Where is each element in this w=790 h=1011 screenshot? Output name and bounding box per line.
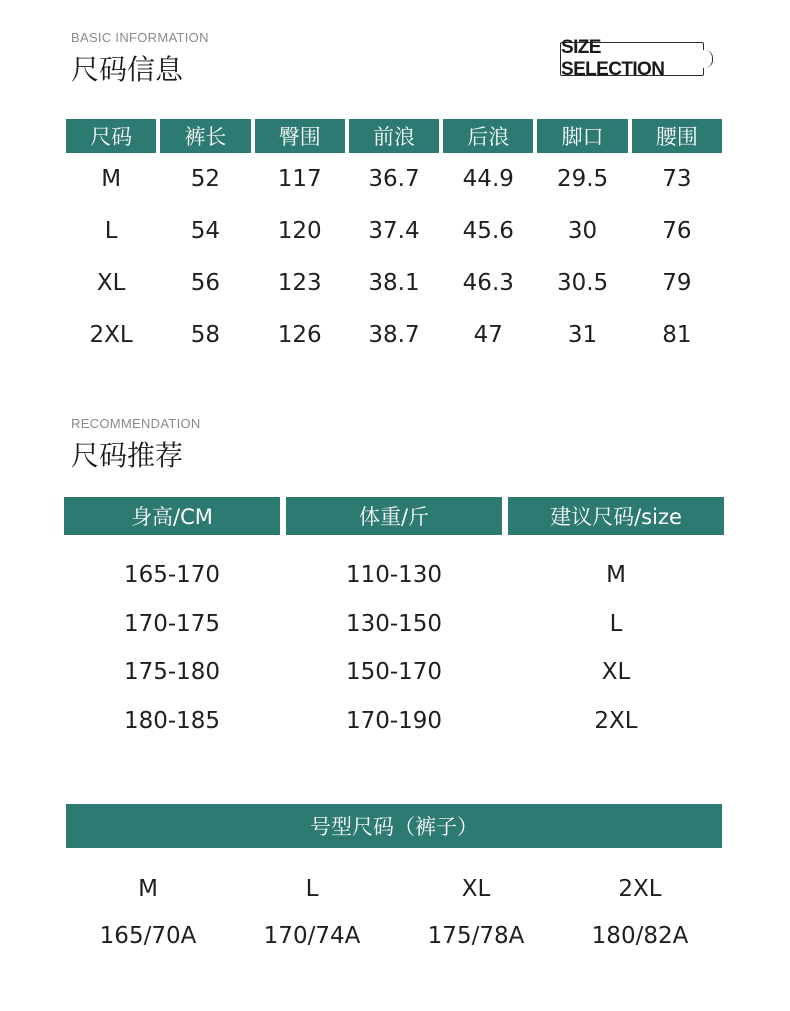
table-cell: M xyxy=(138,875,158,902)
table-cell: L xyxy=(104,218,118,244)
table-row xyxy=(64,600,724,649)
table-cell: 123 xyxy=(277,270,322,296)
size-selection-badge: SIZE SELECTION xyxy=(560,42,704,76)
table-row xyxy=(66,257,722,309)
table-cell: 30 xyxy=(567,218,598,244)
table-cell: 47 xyxy=(473,322,503,348)
table-cell: 79 xyxy=(662,270,692,296)
table-cell: 46.3 xyxy=(462,270,514,296)
table-cell: 81 xyxy=(662,322,692,348)
table-cell: 76 xyxy=(662,218,692,244)
table-cell: 150-170 xyxy=(345,659,443,686)
size-info-header-row xyxy=(66,119,722,153)
table-cell: 44.9 xyxy=(462,166,514,192)
table-cell: XL xyxy=(96,270,126,296)
table-cell: 73 xyxy=(662,166,692,192)
table-cell: 56 xyxy=(190,270,221,296)
size-info-header: 尺码 xyxy=(66,119,156,153)
table-row xyxy=(64,648,724,697)
table-cell: 2XL xyxy=(594,707,638,734)
model-size-table xyxy=(66,804,722,959)
table-cell: 175/78A xyxy=(427,922,525,949)
table-cell: L xyxy=(609,610,623,637)
table-cell: 180/82A xyxy=(591,922,689,949)
recommendation-header: 体重/斤 xyxy=(286,497,502,535)
table-row xyxy=(66,309,722,361)
table-row xyxy=(66,153,722,205)
table-cell: 29.5 xyxy=(556,166,609,192)
model-size-title: 号型尺码（裤子） xyxy=(66,804,722,848)
recommendation-en-title: RECOMMENDATION xyxy=(71,416,201,431)
size-info-table xyxy=(66,119,722,361)
table-cell: 52 xyxy=(190,166,221,192)
size-info-header: 腰围 xyxy=(632,119,722,153)
table-cell: 2XL xyxy=(89,322,133,348)
size-info-header: 脚口 xyxy=(537,119,627,153)
recommendation-header: 建议尺码/size xyxy=(508,497,724,535)
table-cell: 37.4 xyxy=(368,218,420,244)
table-cell: 126 xyxy=(277,322,322,348)
recommendation-header: 身高/CM xyxy=(64,497,280,535)
table-cell: 30.5 xyxy=(556,270,609,296)
table-cell: M xyxy=(606,562,626,589)
table-cell: 38.7 xyxy=(368,322,420,348)
table-cell: 36.7 xyxy=(368,166,420,192)
table-cell: 180-185 xyxy=(123,707,221,734)
basic-info-en-title: BASIC INFORMATION xyxy=(71,30,209,45)
table-row xyxy=(64,697,724,746)
model-size-row xyxy=(66,865,722,912)
table-cell: 170-175 xyxy=(123,610,221,637)
model-code-row xyxy=(66,912,722,959)
table-cell: 31 xyxy=(567,322,598,348)
size-info-header: 裤长 xyxy=(160,119,250,153)
table-cell: 38.1 xyxy=(368,270,420,296)
table-row xyxy=(66,205,722,257)
table-cell: 117 xyxy=(277,166,322,192)
size-info-header: 前浪 xyxy=(349,119,439,153)
table-row xyxy=(64,551,724,600)
table-cell: XL xyxy=(601,659,631,686)
table-cell: 45.6 xyxy=(462,218,514,244)
table-cell: XL xyxy=(461,875,491,902)
table-cell: 58 xyxy=(190,322,221,348)
recommendation-header-row xyxy=(64,497,724,535)
table-cell: 2XL xyxy=(618,875,662,902)
table-cell: 130-150 xyxy=(345,610,443,637)
basic-info-title: 尺码信息 xyxy=(71,53,184,86)
table-cell: 54 xyxy=(190,218,221,244)
table-cell: L xyxy=(305,875,319,902)
table-cell: 165/70A xyxy=(99,922,197,949)
size-info-header: 后浪 xyxy=(443,119,533,153)
size-info-header: 臀围 xyxy=(255,119,345,153)
table-cell: 165-170 xyxy=(123,562,221,589)
table-cell: 170-190 xyxy=(345,707,443,734)
table-cell: 120 xyxy=(277,218,322,244)
table-cell: 170/74A xyxy=(263,922,361,949)
table-cell: 110-130 xyxy=(345,562,443,589)
table-cell: M xyxy=(101,166,122,192)
size-recommendation-table xyxy=(64,497,724,745)
badge-notch xyxy=(700,50,713,68)
recommendation-title: 尺码推荐 xyxy=(71,439,184,472)
table-cell: 175-180 xyxy=(123,659,221,686)
